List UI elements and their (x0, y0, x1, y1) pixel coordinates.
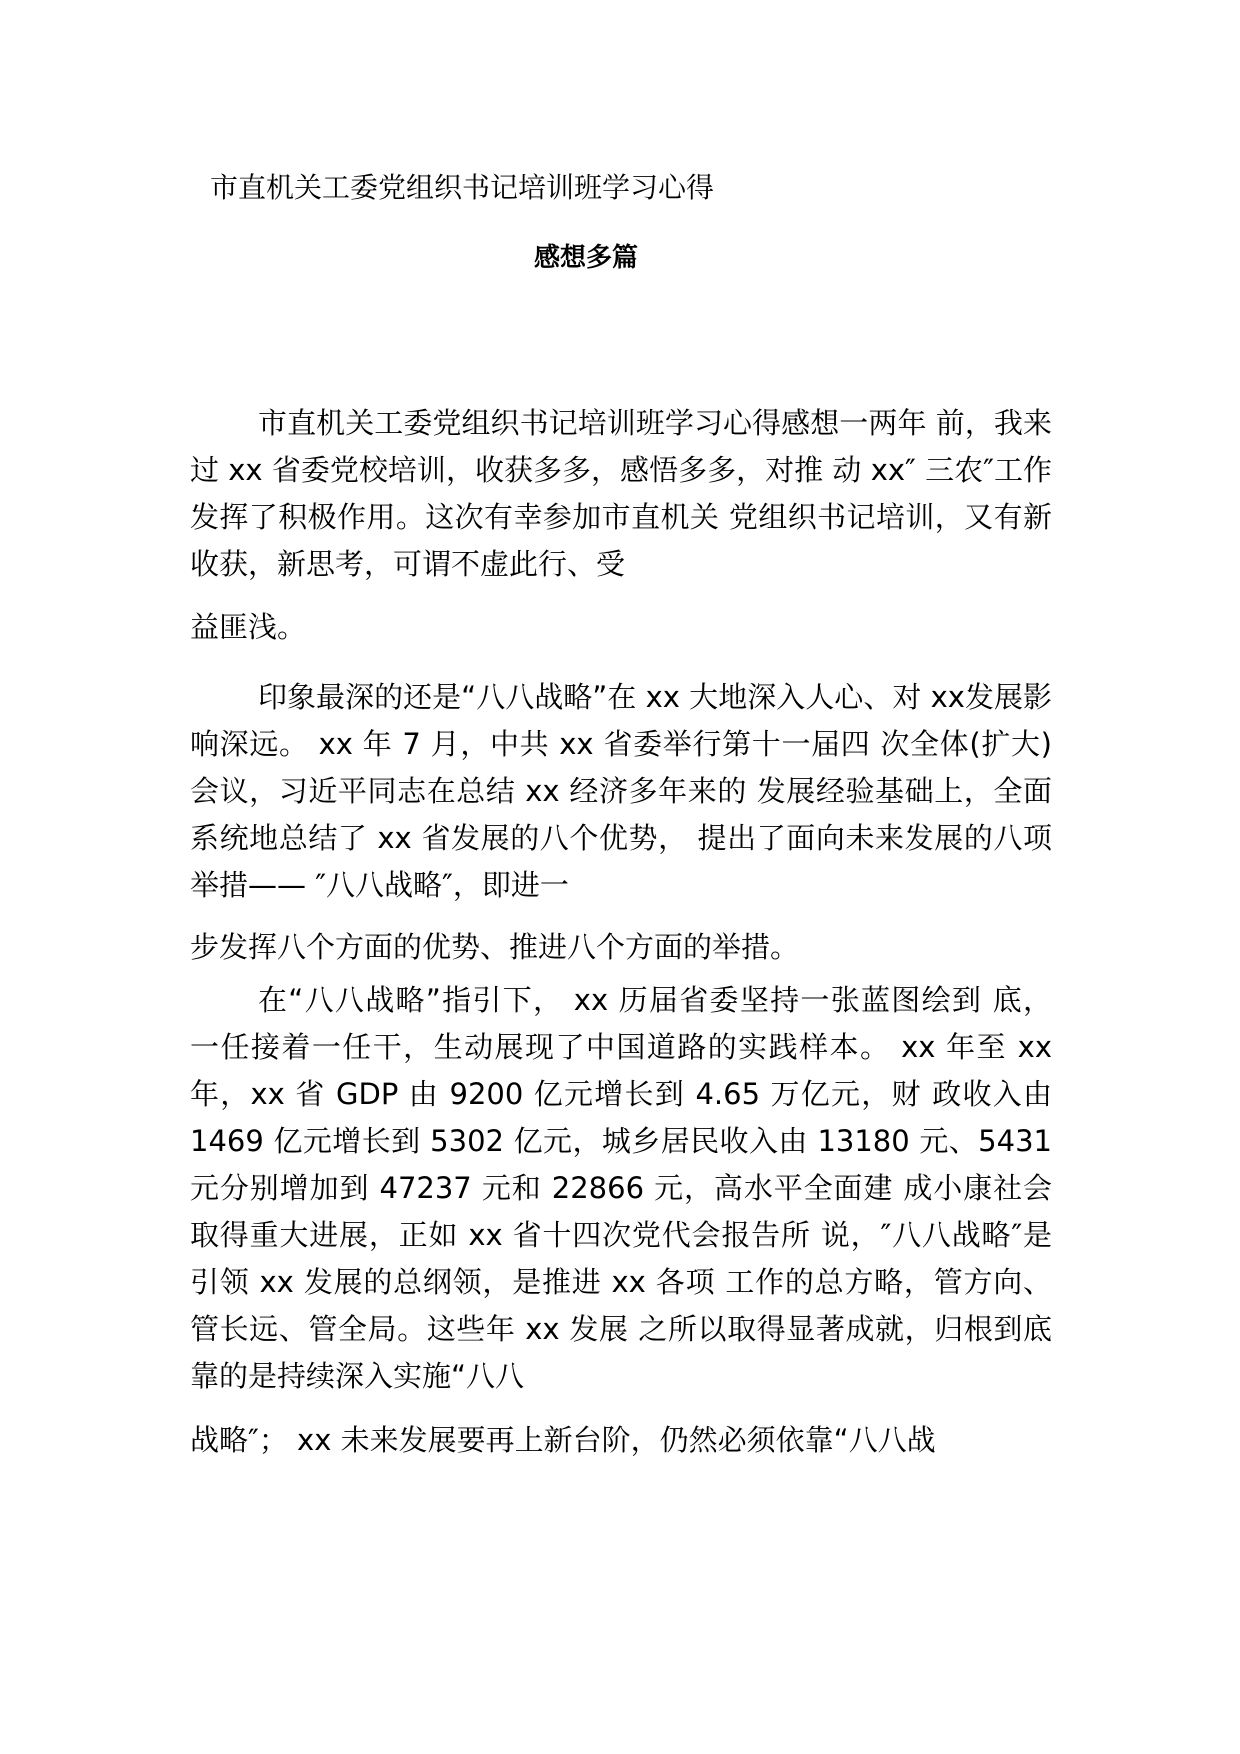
paragraph-2: 印象最深的还是“八八战略”在 xx 大地深入人心、对 xx发展影响深远。 xx 年 7 月，中共 xx 省委举行第十一届四 次全体(扩大)会议，习近平同志在总结 xx 经济多年来的 发展经验基础上，全面系统地总结了 xx 省发展的八个优势， 提出了面向未来发展的八项举措—— ″八八战略″，即进一 (190, 680, 1052, 902)
paragraph-1-continuation: 益匪浅。 (190, 610, 307, 644)
document-subtitle: 感想多篇 (534, 243, 639, 273)
paragraph-3: 在“八八战略”指引下， xx 历届省委坚持一张蓝图绘到 底， 一任接着一任干，生动展现了中国道路的实践样本。 xx 年至 xx 年，xx 省 GDP 由 9200 亿元增长到 4.65 万亿元，财 政收入由 1469 亿元增长到 5302 亿元，城乡居民收入由 13180 元、5431 元分别增加到 47237 元和 22866 元，高水平全面建 成小康社会取得重大进展，正如 xx 省十四次党代会报告所 说，″八八战略″是引领 xx 发展的总纲领，是推进 xx 各项 工作的总方略，管方向、管长远、管全局。这些年 xx 发展 之所以取得显著成就，归根到底靠的是持续深入实施“八八 (190, 983, 1052, 1393)
paragraph-1: 市直机关工委党组织书记培训班学习心得感想一两年 前，我来过 xx 省委党校培训，收获多多，感悟多多，对推 动 xx″ 三农″工作发挥了积极作用。这次有幸参加市直机关 党组织书记培训，又有新收获，新思考，可谓不虚此行、受 (190, 406, 1052, 581)
document-title: 市直机关工委党组织书记培训班学习心得 (210, 171, 715, 204)
paragraph-2-continuation: 步发挥八个方面的优势、推进八个方面的举措。 (190, 930, 800, 964)
paragraph-3-continuation: 战略″； xx 未来发展要再上新台阶，仍然必须依靠“八八战 (190, 1423, 936, 1457)
